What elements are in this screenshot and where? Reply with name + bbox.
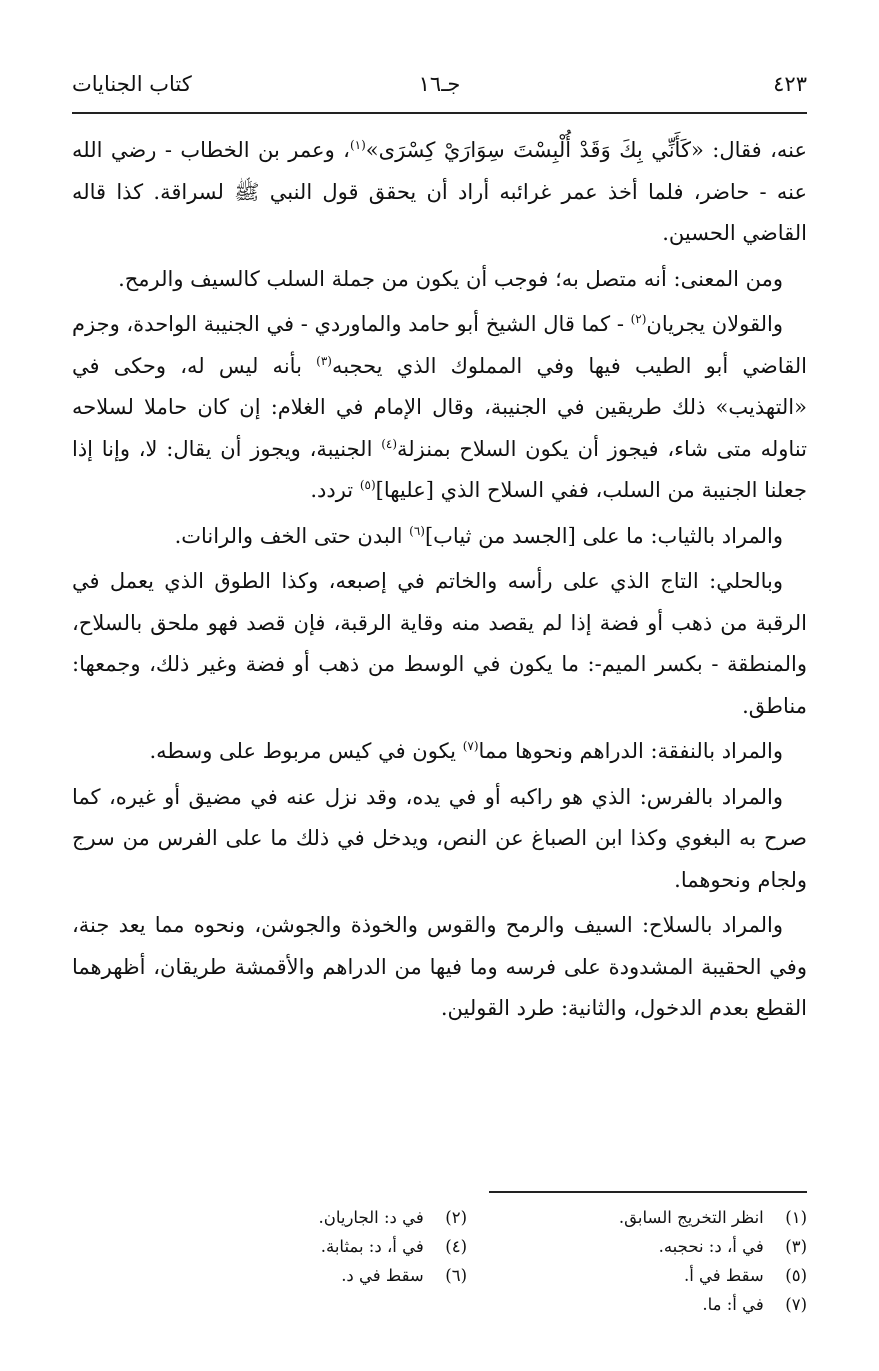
main-text	[72, 130, 807, 1030]
header-rule	[72, 112, 807, 114]
footnote-3: (٣) في أ، د: نحجبه.	[658, 1237, 807, 1256]
paragraph-2: ومن المعنى: أنه متصل به؛ فوجب أن يكون من جملة السلب كالسيف والرمح.	[118, 266, 783, 291]
paragraph-7: والمراد بالفرس: الذي هو راكبه أو في يده، وقد نزل عنه في مضيق أو غيره، كما صرح به البغوي وكذا ابن الصباغ عن النص، ويدخل في ذلك ما على الفرس من سرج ولجام ونحوهما.	[72, 784, 807, 892]
page-number: ٤٢٣	[773, 72, 807, 96]
paragraph-4: والمراد بالثياب: ما على [الجسد من ثياب]$^{(٦)}$ البدن حتى الخف والرانات.	[174, 523, 783, 548]
footnotes-left-column	[137, 1203, 467, 1290]
paragraph-5: وبالحلي: التاج الذي على رأسه والخاتم في إصبعه، وكذا الطوق الذي يعمل في الرقبة من ذهب أو فضة إذا لم يقصد منه وقاية الرقبة، فإن قصد فهو ملحق بالسلاح، والمنطقة - بكسر الميم-: ما يكون في الوسط من ذهب أو فضة وغير ذلك، وجمعها: مناطق.	[72, 569, 807, 718]
volume-label: جـ١٦	[418, 72, 461, 96]
paragraph-8: والمراد بالسلاح: السيف والرمح والقوس والخوذة والجوشن، ونحوه مما يعد جنة، وفي الحقيبة المشدودة على فرسه وما فيها من الدراهم والأقمشة طريقان، أظهرهما القطع بعدم الدخول، والثانية: طرد القولين.	[72, 913, 807, 1020]
footnote-1: (١) انظر التخريج السابق.	[618, 1208, 807, 1227]
footnote-ref-2: (٢)	[630, 312, 647, 326]
footnote-ref-1: (١)	[349, 138, 366, 152]
footnote-ref-3: (٣)	[316, 353, 332, 368]
footnotes-right-column	[477, 1203, 807, 1319]
footnote-ref-4: (٤)	[381, 436, 398, 451]
paragraph-3: والقولان يجريان$^{(٢)}$ - كما قال الشيخ أبو حامد والماوردي - في الجنيبة الواحدة، وجزم القاضي أبو الطيب فيها وفي المملوك الذي يحجبه$^{(٣)}$ بأنه ليس له، وحكى في «التهذيب» ذلك طريقين في الجنيبة، وقال الإمام في الغلام: إن كان حاملا لسلاحه تناوله متى شاء، فيجوز أن يكون السلاح بمنزلة$^{(٤)}$ الجنيبة، ويجوز أن يقال: لا، وإنا إذا جعلنا الجنيبة من السلب، ففي السلاح الذي [عليها]$^{(٥)}$ تردد.	[72, 312, 807, 502]
footnote-ref-5: (٥)	[359, 478, 376, 492]
book-title: كتاب الجنايات	[72, 72, 192, 96]
footnote-7: (٧) في أ: ما.	[702, 1295, 807, 1314]
footnote-ref-6: (٦)	[409, 523, 425, 538]
paragraph-1: عنه، فقال: «كَأَنِّي بِكَ وَقَدْ أُلْبِسْتَ سِوَارَيْ كِسْرَى»$^{(١)}$، وعمر بن الخطاب - رضي الله عنه - حاضر، فلما أخذ عمر غرائبه أراد أن يحقق قول النبي ﷺ لسراقة. كذا قاله القاضي الحسين.	[72, 138, 807, 245]
footnote-rule	[489, 1191, 807, 1193]
footnote-ref-7: (٧)	[462, 739, 479, 753]
footnote-5: (٥) سقط في أ.	[683, 1266, 807, 1285]
paragraph-6: والمراد بالنفقة: الدراهم ونحوها مما$^{(٧)}$ يكون في كيس مربوط على وسطه.	[149, 739, 783, 763]
footnote-2: (٢) في د: الجاريان.	[318, 1208, 467, 1227]
footnote-6: (٦) سقط في د.	[341, 1266, 467, 1285]
running-header	[72, 72, 807, 106]
footnote-4: (٤) في أ، د: بمثابة.	[320, 1237, 467, 1256]
